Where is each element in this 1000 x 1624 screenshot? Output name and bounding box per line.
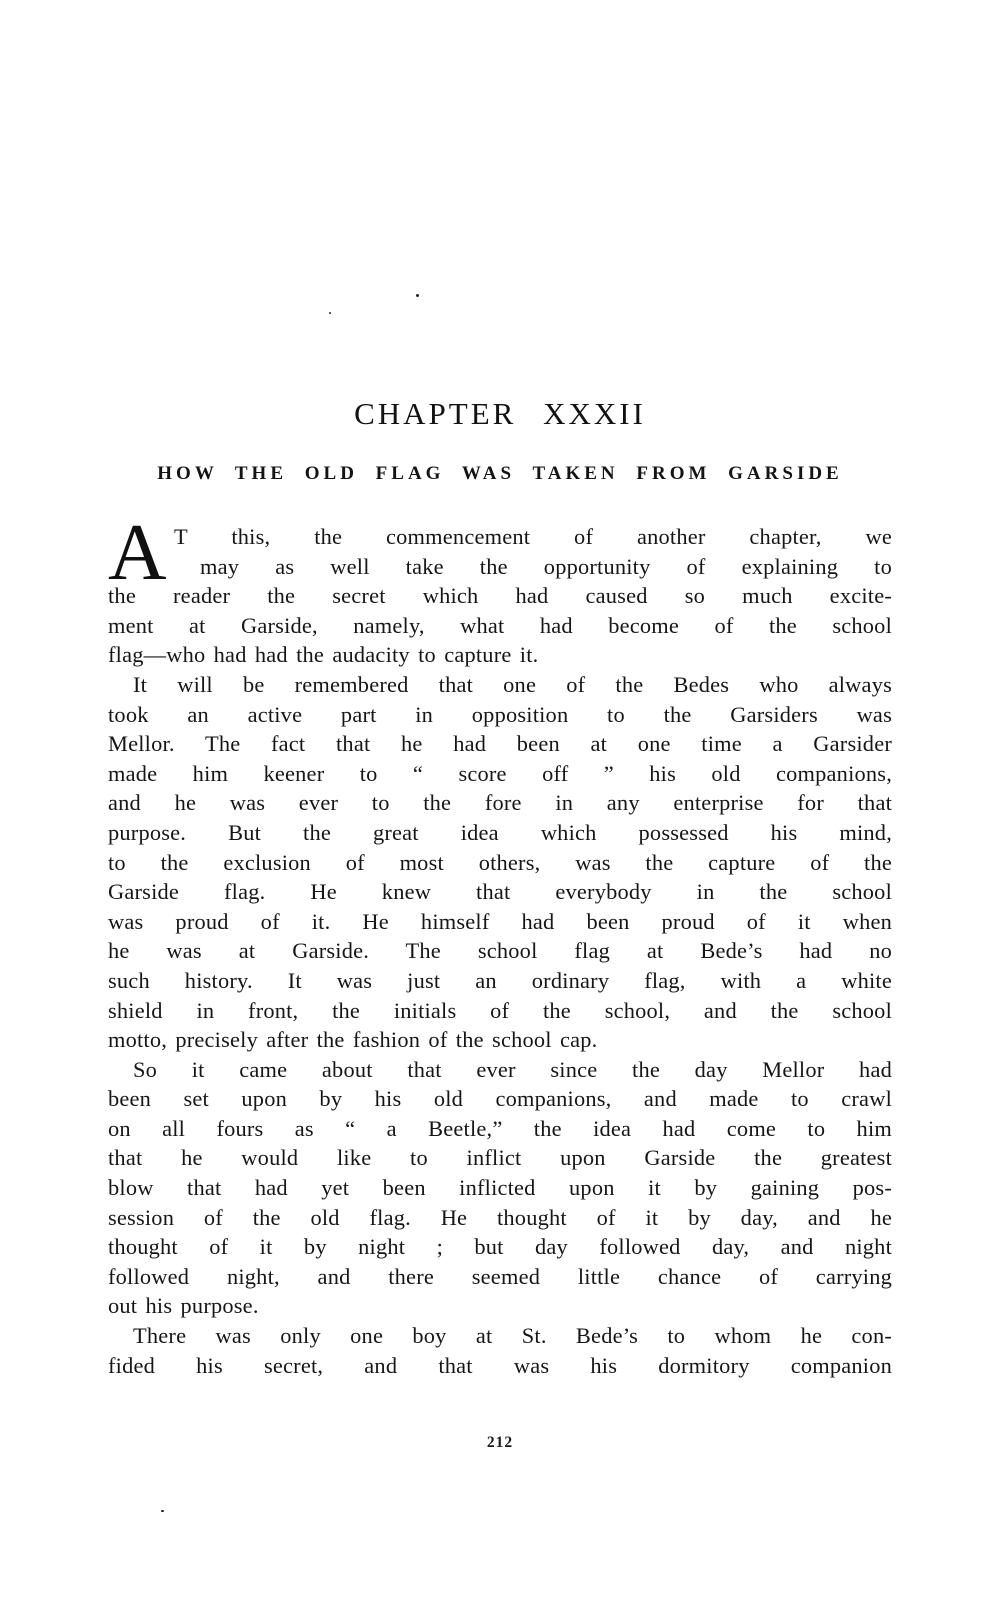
text-line: may as well take the opportunity of explaining to — [200, 553, 892, 579]
text-line: to the exclusion of most others, was the capture of the — [108, 849, 892, 875]
text-line: So it came about that ever since the day Mellor had — [133, 1056, 892, 1082]
text-line: and he was ever to the fore in any enterprise for that — [108, 790, 892, 816]
paragraph — [108, 1055, 892, 1321]
text-line: took an active part in opposition to the Garsiders was — [108, 701, 892, 727]
body-text — [108, 507, 892, 1380]
text-line: Mellor. The fact that he had been at one time a Garsider — [108, 731, 892, 757]
text-line: on all fours as “ a Beetle,” the idea had come to him — [108, 1115, 892, 1141]
paragraph — [108, 670, 892, 1055]
text-line: such history. It was just an ordinary flag, with a white — [108, 967, 892, 993]
text-line: been set upon by his old companions, and made to crawl — [108, 1086, 892, 1112]
chapter-heading: CHAPTER XXXII — [354, 396, 646, 431]
paragraph — [108, 1321, 892, 1380]
text-line: T this, the commencement of another chapter, we — [174, 524, 892, 549]
text-line: thought of it by night ; but day followed day, and night — [108, 1234, 892, 1260]
text-line: ment at Garside, namely, what had become of the school — [108, 612, 892, 638]
text-block — [108, 0, 892, 1624]
text-line: was proud of it. He himself had been proud of it when — [108, 908, 892, 934]
text-line: blow that had yet been inflicted upon it by gaining pos- — [108, 1175, 892, 1201]
text-line: the reader the secret which had caused so much excite- — [108, 583, 892, 609]
text-line: made him keener to “ score off ” his old companions, — [108, 760, 892, 786]
page-number: 212 — [486, 1434, 514, 1451]
text-line: It will be remembered that one of the Bedes who always — [133, 671, 892, 697]
text-line: followed night, and there seemed little chance of carrying — [108, 1263, 892, 1289]
paragraph — [108, 507, 892, 670]
text-line: he was at Garside. The school flag at Bede’s had no — [108, 938, 892, 964]
drop-cap: A — [108, 507, 167, 597]
text-line: motto, precisely after the fashion of the school cap. — [108, 1027, 598, 1053]
text-line: Garside flag. He knew that everybody in the school — [108, 879, 892, 905]
text-line: out his purpose. — [108, 1293, 259, 1319]
text-line: There was only one boy at St. Bede’s to whom he con- — [133, 1323, 892, 1349]
chapter-subheading: HOW THE OLD FLAG WAS TAKEN FROM GARSIDE — [157, 463, 843, 484]
text-line: that he would like to inflict upon Garside the greatest — [108, 1145, 892, 1171]
text-line: session of the old flag. He thought of it by day, and he — [108, 1204, 892, 1230]
text-line: fided his secret, and that was his dormitory companion — [108, 1352, 892, 1378]
text-line: shield in front, the initials of the school, and the school — [108, 997, 892, 1023]
text-line: flag—who had had the audacity to capture it. — [108, 642, 539, 668]
text-line: purpose. But the great idea which possessed his mind, — [108, 819, 892, 845]
